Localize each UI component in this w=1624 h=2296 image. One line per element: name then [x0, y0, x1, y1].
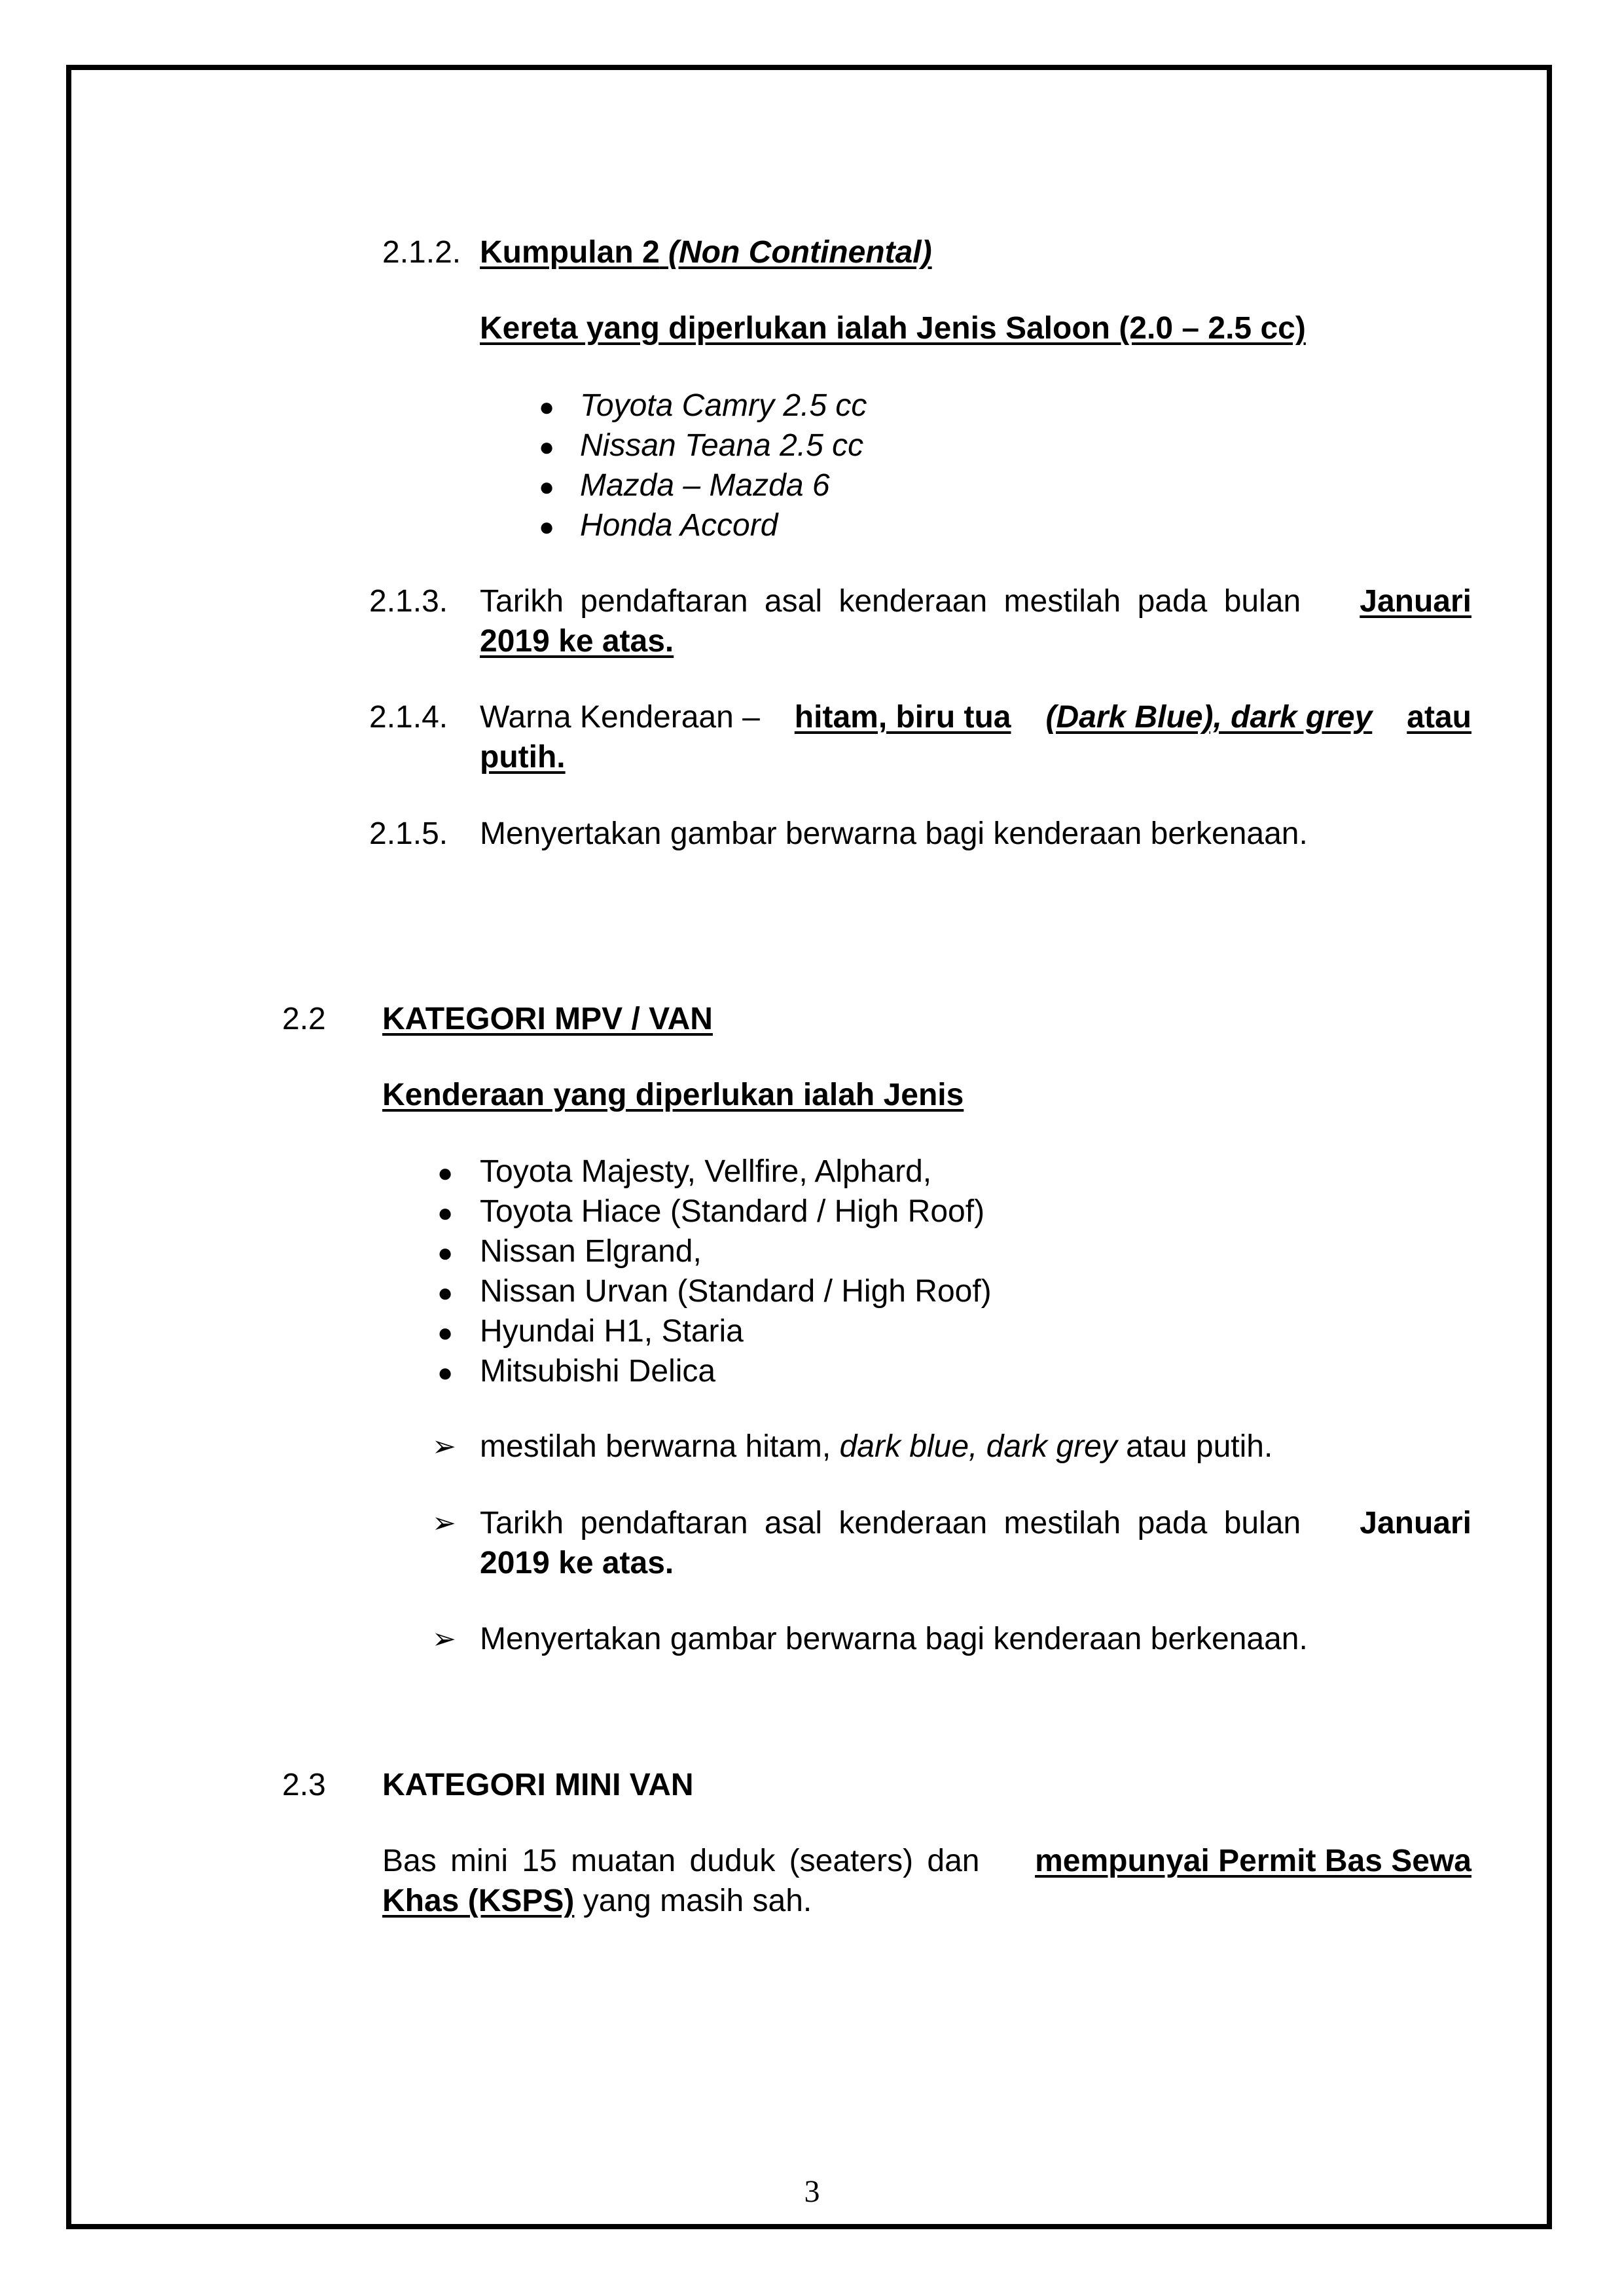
emphasis-text: putih.: [480, 740, 566, 774]
paragraph-text: Tarikh pendaftaran asal kenderaan mestilah pada bulan: [480, 584, 1301, 619]
paragraph-line: [382, 1882, 812, 1921]
bullet-icon: ●: [437, 1159, 454, 1188]
emphasis-text: Khas (KSPS): [382, 1884, 575, 1918]
list-item: Honda Accord: [580, 508, 778, 543]
section-number: 2.1.5.: [369, 816, 448, 851]
section-subtitle: Kereta yang diperlukan ialah Jenis Saloon (2.0 – 2.5 cc): [480, 311, 1306, 346]
paragraph-line: [480, 698, 1471, 737]
arrow-bullet-icon: ➢: [432, 1623, 456, 1655]
section-title: KATEGORI MPV / VAN: [382, 1002, 713, 1036]
emphasis-text: 2019 ke atas.: [480, 1546, 674, 1580]
emphasis-text: mempunyai Permit Bas Sewa: [1035, 1844, 1471, 1878]
bullet-icon: ●: [437, 1358, 454, 1387]
arrow-bullet-icon: ➢: [432, 1507, 456, 1539]
emphasis-text: Januari: [1360, 1506, 1471, 1540]
paragraph-line: [480, 582, 1471, 621]
paragraph-line: [382, 1842, 1471, 1881]
paragraph-text: Tarikh pendaftaran asal kenderaan mestilah pada bulan: [480, 1506, 1301, 1540]
bullet-icon: ●: [437, 1279, 454, 1307]
arrow-bullet-icon: ➢: [432, 1430, 456, 1463]
paragraph-text: Warna Kenderaan –: [480, 700, 760, 735]
section-number: 2.1.3.: [369, 584, 448, 619]
paragraph-text: Menyertakan gambar berwarna bagi kenderaan berkenaan.: [480, 816, 1308, 851]
section-number: 2.1.2.: [382, 235, 461, 270]
bullet-icon: ●: [437, 1319, 454, 1347]
emphasis-text: Januari: [1360, 584, 1471, 619]
note-text: mestilah berwarna hitam, dark blue, dark grey atau putih.: [480, 1429, 1273, 1464]
paragraph-text: Bas mini 15 muatan duduk (seaters) dan: [382, 1844, 980, 1878]
paragraph-text: yang masih sah.: [583, 1884, 812, 1918]
list-item: Nissan Urvan (Standard / High Roof): [480, 1274, 992, 1309]
list-item: Nissan Teana 2.5 cc: [580, 428, 864, 463]
bullet-icon: ●: [539, 433, 555, 462]
list-item: Toyota Hiace (Standard / High Roof): [480, 1194, 985, 1229]
bullet-icon: ●: [539, 513, 555, 541]
emphasis-text: (Dark Blue), dark grey: [1045, 700, 1373, 735]
emphasis-text: atau: [1407, 700, 1471, 735]
page-number: 3: [804, 2174, 820, 2209]
list-item: Toyota Majesty, Vellfire, Alphard,: [480, 1154, 932, 1189]
bullet-icon: ●: [539, 393, 555, 422]
bullet-icon: ●: [437, 1239, 454, 1267]
note-text: Menyertakan gambar berwarna bagi kenderaan berkenaan.: [480, 1622, 1308, 1656]
list-item: Nissan Elgrand,: [480, 1234, 702, 1269]
bullet-icon: ●: [437, 1199, 454, 1228]
list-item: Toyota Camry 2.5 cc: [580, 388, 867, 423]
list-item: Hyundai H1, Staria: [480, 1314, 744, 1349]
bullet-icon: ●: [539, 473, 555, 501]
section-number: 2.3: [282, 1768, 326, 1802]
paragraph-line: [480, 1504, 1471, 1543]
section-number: 2.1.4.: [369, 700, 448, 735]
section-subtitle: Kenderaan yang diperlukan ialah Jenis: [382, 1078, 964, 1112]
emphasis-text: 2019 ke atas.: [480, 624, 674, 659]
section-title: KATEGORI MINI VAN: [382, 1768, 694, 1802]
list-item: Mazda – Mazda 6: [580, 468, 830, 503]
list-item: Mitsubishi Delica: [480, 1354, 716, 1389]
section-title: Kumpulan 2 (Non Continental): [480, 235, 932, 270]
section-number: 2.2: [282, 1002, 326, 1036]
emphasis-text: hitam, biru tua: [794, 700, 1011, 735]
